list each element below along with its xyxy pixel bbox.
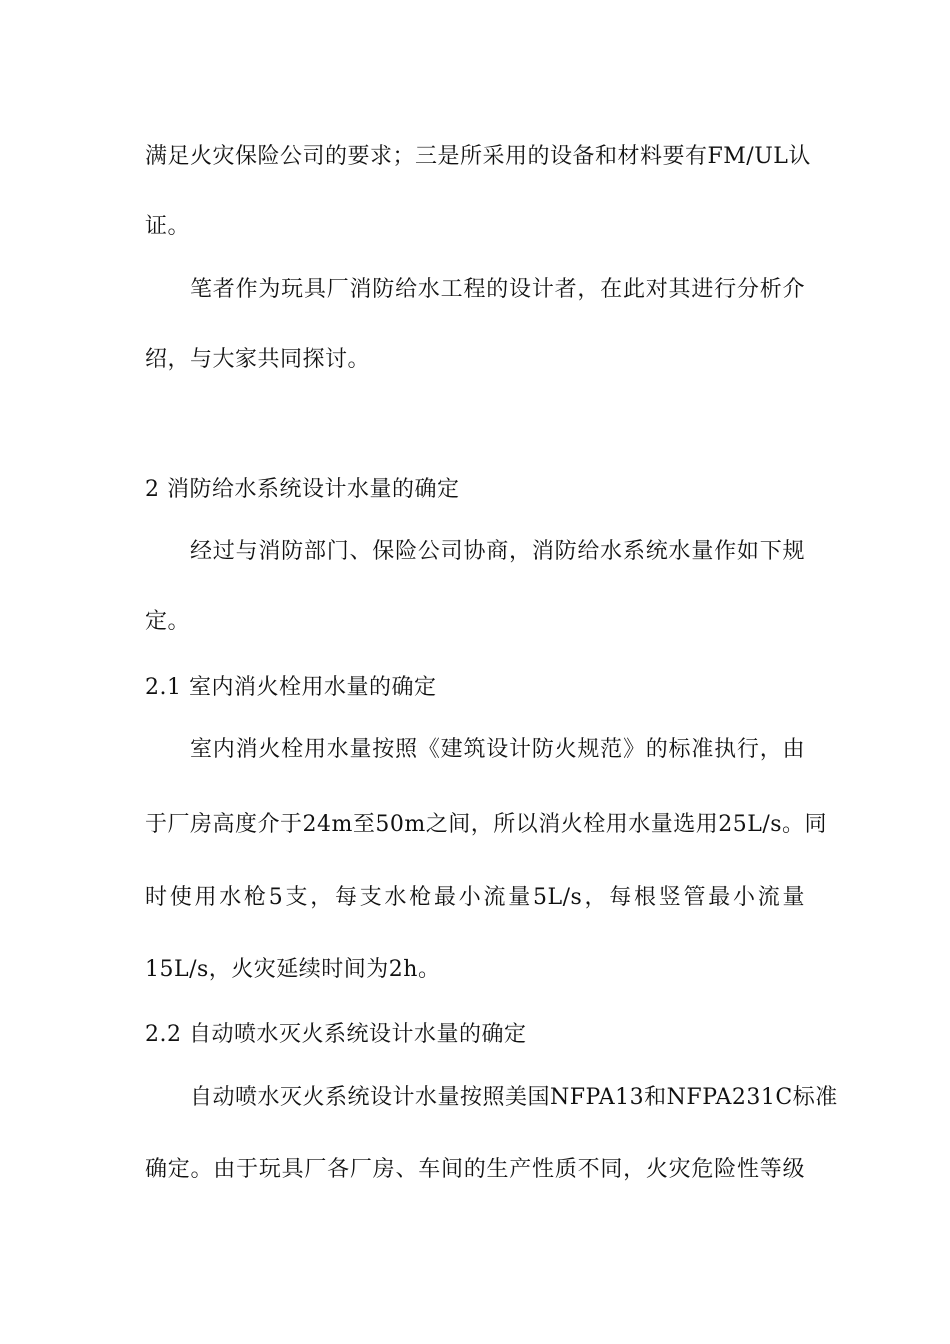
subsection-heading: 2.1 室内消火栓用水量的确定	[145, 675, 437, 700]
paragraph-line: 自动喷水灭火系统设计水量按照美国NFPA13和NFPA231C标准	[190, 1085, 838, 1110]
paragraph-line: 定。	[145, 609, 191, 634]
paragraph-line: 笔者作为玩具厂消防给水工程的设计者，在此对其进行分析介	[190, 277, 805, 302]
paragraph-line: 经过与消防部门、保险公司协商，消防给水系统水量作如下规	[190, 539, 805, 564]
paragraph-line: 绍，与大家共同探讨。	[145, 347, 371, 372]
section-heading: 2 消防给水系统设计水量的确定	[145, 477, 460, 502]
paragraph-line: 证。	[145, 214, 191, 239]
paragraph-line: 确定。由于玩具厂各厂房、车间的生产性质不同，火灾危险性等级	[145, 1157, 805, 1182]
paragraph-line: 室内消火栓用水量按照《建筑设计防火规范》的标准执行，由	[190, 737, 805, 762]
paragraph-line: 时使用水枪5支，每支水枪最小流量5L/s，每根竖管最小流量	[145, 885, 805, 910]
paragraph-line: 15L/s，火灾延续时间为2h。	[145, 957, 441, 982]
paragraph-line: 于厂房高度介于24m至50m之间，所以消火栓用水量选用25L/s。同	[145, 812, 828, 837]
paragraph-line: 满足火灾保险公司的要求；三是所采用的设备和材料要有FM/UL认	[145, 144, 811, 169]
subsection-heading: 2.2 自动喷水灭火系统设计水量的确定	[145, 1022, 527, 1047]
